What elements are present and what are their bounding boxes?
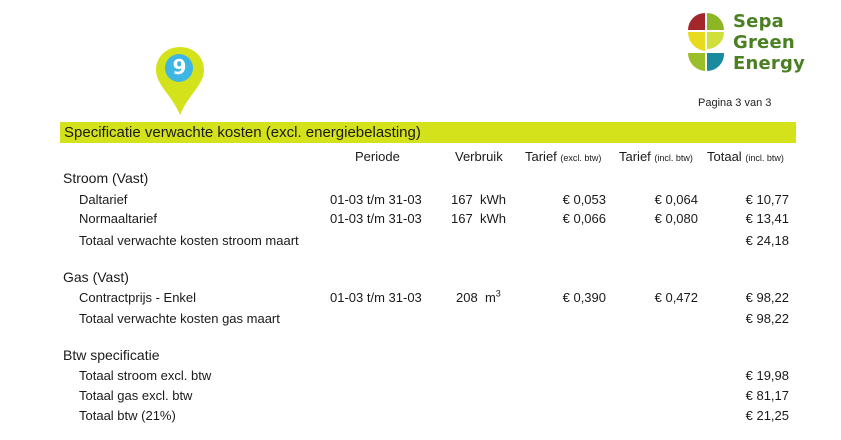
- btw-heading: Btw specificatie: [63, 347, 160, 363]
- row-verbruik: 208 $m^3$: [456, 288, 501, 305]
- row-periode: 01-03 t/m 31-03: [330, 290, 422, 305]
- logo-mark-icon: [686, 11, 726, 73]
- section-header-bar: [60, 122, 796, 143]
- row-label: Daltarief: [79, 192, 128, 207]
- stroom-heading: Stroom (Vast): [63, 170, 149, 186]
- company-logo: [686, 11, 816, 81]
- column-header-periode: Periode: [355, 149, 400, 164]
- page-number: Pagina 3 van 3: [698, 97, 772, 109]
- btw-row-label: Totaal btw (21%): [79, 408, 176, 423]
- row-verbruik: 167 kWh: [451, 192, 506, 207]
- btw-row-value: € 19,98: [745, 368, 789, 383]
- row-periode: 01-03 t/m 31-03: [330, 192, 422, 207]
- column-header-totaal: Totaal (incl. btw): [707, 149, 784, 164]
- row-totaal: € 10,77: [745, 192, 789, 207]
- row-tarief-excl: € 0,066: [562, 211, 606, 226]
- row-totaal: € 13,41: [745, 211, 789, 226]
- btw-row-value: € 21,25: [745, 408, 789, 423]
- btw-row-label: Totaal gas excl. btw: [79, 388, 193, 403]
- row-tarief-incl: € 0,064: [654, 192, 698, 207]
- row-tarief-incl: € 0,472: [654, 290, 698, 305]
- logo-wordmark: Sepa Green Energy: [733, 11, 806, 74]
- row-label: Normaaltarief: [79, 211, 158, 226]
- row-totaal: € 98,22: [745, 290, 789, 305]
- gas-heading: Gas (Vast): [63, 269, 129, 285]
- marker-number: 9: [172, 55, 187, 79]
- btw-row-value: € 81,17: [745, 388, 789, 403]
- column-header-verbruik: Verbruik: [455, 149, 503, 164]
- row-tarief-excl: € 0,390: [562, 290, 606, 305]
- gas-total-value: € 98,22: [745, 311, 789, 326]
- row-verbruik: 167 kWh: [451, 211, 506, 226]
- column-header-tarief-incl: Tarief (incl. btw): [619, 149, 693, 164]
- gas-total-label: Totaal verwachte kosten gas maart: [79, 311, 280, 326]
- row-tarief-excl: € 0,053: [562, 192, 606, 207]
- btw-row-label: Totaal stroom excl. btw: [79, 368, 212, 383]
- row-periode: 01-03 t/m 31-03: [330, 211, 422, 226]
- row-label: Contractprijs - Enkel: [79, 290, 197, 305]
- stroom-total-label: Totaal verwachte kosten stroom maart: [79, 233, 299, 248]
- column-header-tarief-excl: Tarief (excl. btw): [525, 149, 602, 164]
- row-tarief-incl: € 0,080: [654, 211, 698, 226]
- stroom-total-value: € 24,18: [745, 233, 789, 248]
- section-title: Specificatie verwachte kosten (excl. energiebelasting): [64, 124, 421, 141]
